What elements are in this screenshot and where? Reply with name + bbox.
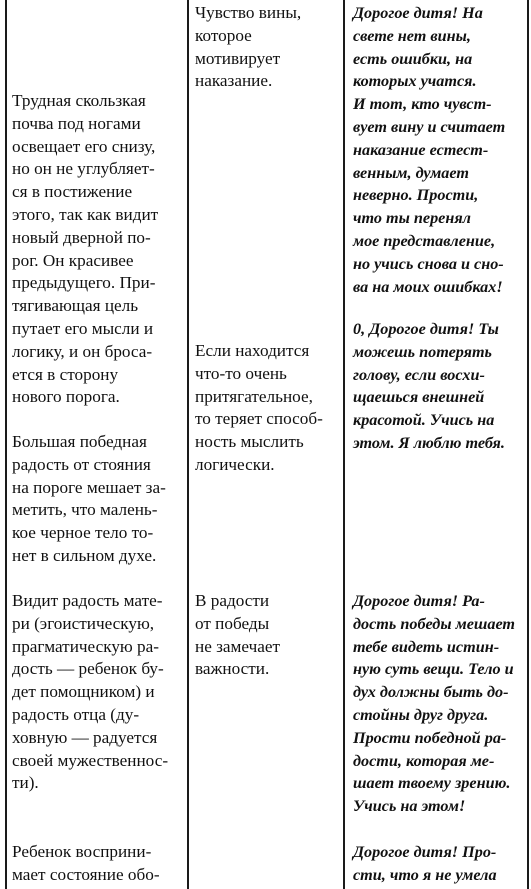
table-cell-description: Ребенок восприни- мает состояние обо-: [12, 842, 160, 884]
table-column-divider-1: [187, 0, 189, 889]
table-right-border: [527, 0, 529, 889]
table-cell-situation: Если находится что-то очень притягательное, то теряет способ- ность мыслить логически.: [195, 341, 323, 474]
table-column-divider-2: [343, 0, 345, 889]
table-cell-situation: Чувство вины, которое мотивирует наказание.: [195, 3, 302, 91]
table-cell-description: Большая победная радость от стояния на пороге мешает за- метить, что малень- кое черное тело то- нет в сильном духе.: [12, 432, 166, 565]
table-cell-response: Дорогое дитя! Про- сти, что я не умела: [353, 843, 497, 884]
table-cell-response: 0, Дорогое дитя! Ты можешь потерять голову, если восхи- щаешься внешней красотой. Учись на этом. Я люблю тебя.: [353, 320, 505, 452]
table-left-border: [5, 0, 7, 889]
table-cell-response: Дорогое дитя! На свете нет вины, есть ошибки, на которых учатся. И тот, кто чувст- вует вину и считает наказание естест- венным, думает неверно. Прости, что ты перенял мое представление, но учись снова и сно- ва на моих ошибках!: [353, 4, 506, 296]
table-cell-description: Видит радость мате- ри (эгоистическую, прагматическую ра- дость — ребенок бу- дет помощником) и радость отца (ду- ховную — радуется своей мужественнос- ти).: [12, 591, 169, 793]
table-cell-situation: В радости от победы не замечает важности.: [195, 591, 281, 679]
table-cell-description: Трудная скользкая почва под ногами освещает его снизу, но он не углубляет- ся в постижение этого, так как видит новый дверной по- рог. Он красивее предыдущего. При- тягивающая цель путает его мысли и логику, и он броса- ется в сторону нового порога.: [12, 91, 159, 407]
table-cell-response: Дорогое дитя! Ра- дость победы мешает тебе видеть истин- ную суть вещи. Тело и дух должны быть до- стойны друг друга. Прости победной ра- дости, которая ме- шает твоему зрению. Учись на этом!: [353, 592, 516, 816]
